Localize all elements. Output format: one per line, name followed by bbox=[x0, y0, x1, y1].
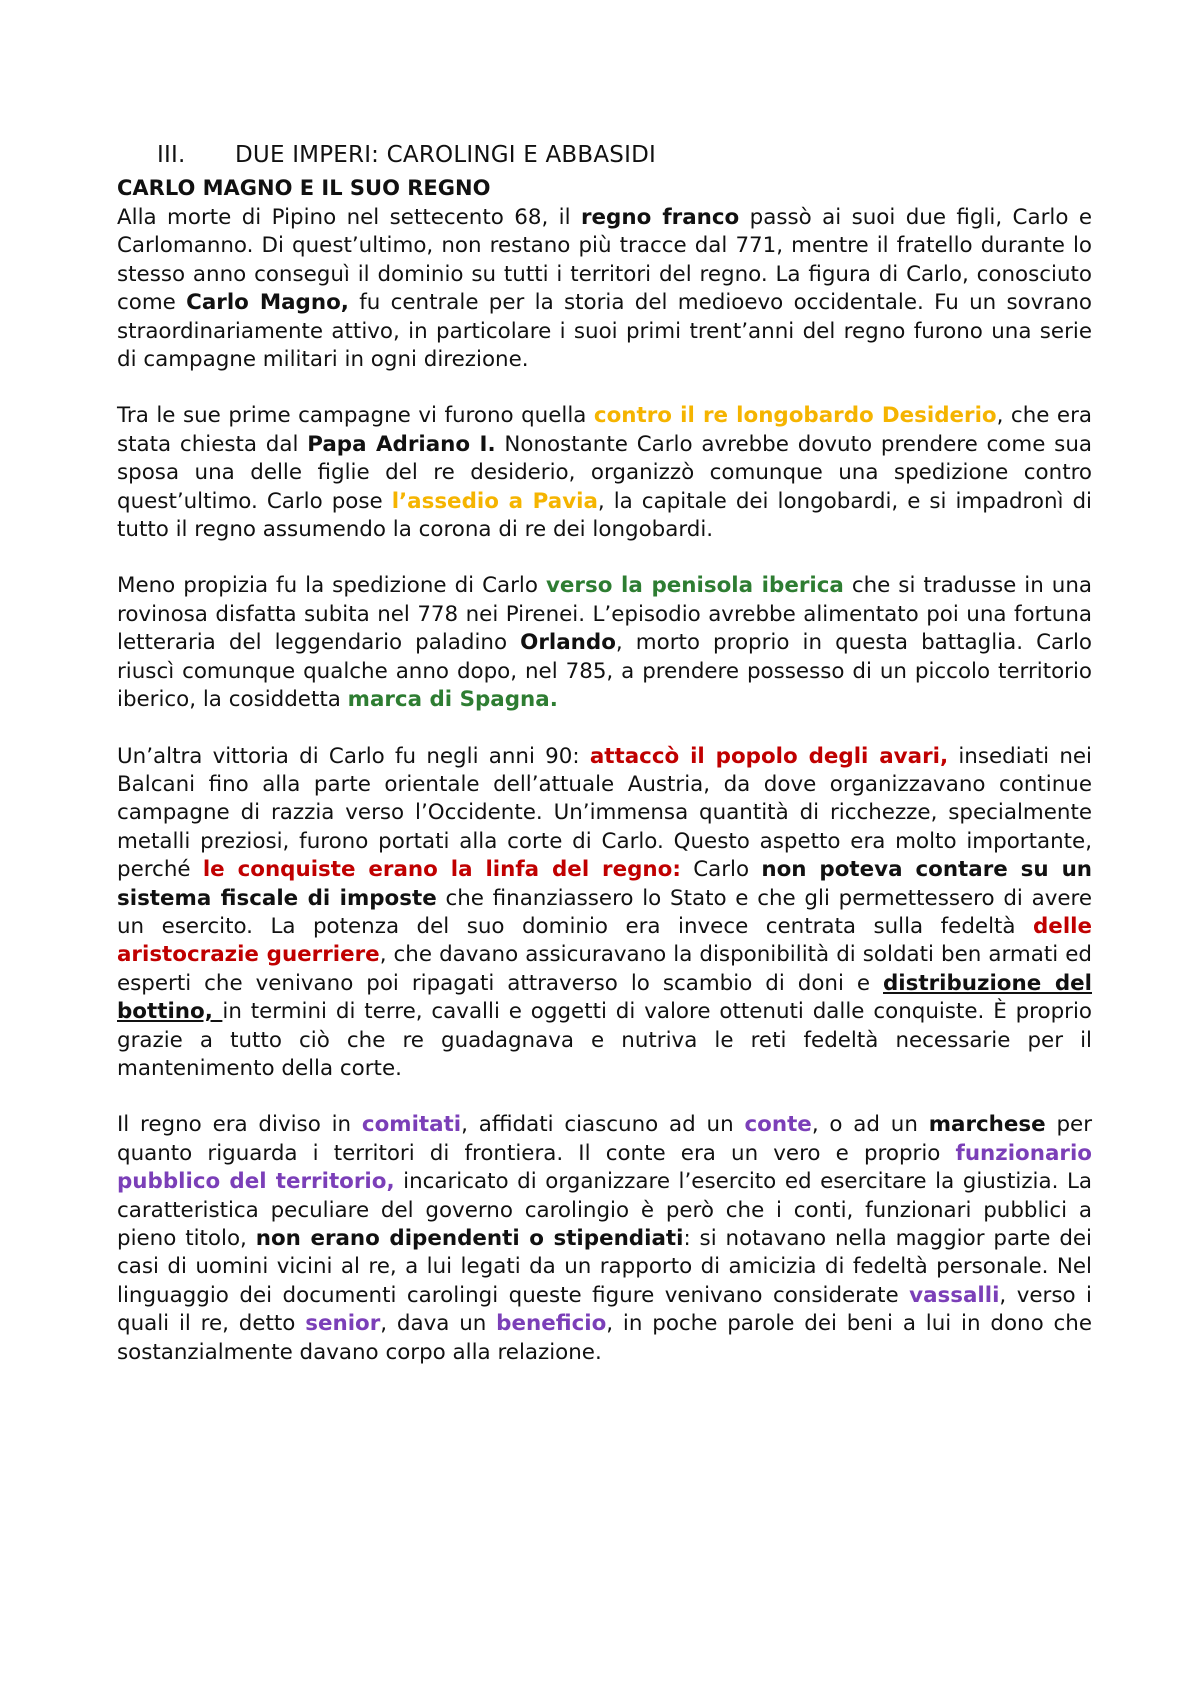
text: Carlo bbox=[680, 857, 762, 883]
highlight-purple: comitati bbox=[361, 1112, 462, 1138]
paragraph-2 bbox=[117, 402, 1092, 544]
highlight-yellow: l’assedio a Pavia bbox=[391, 488, 598, 514]
text: Alla morte di Pipino nel settecento 68, il bbox=[117, 205, 581, 230]
highlight-red: le conquiste erano la linfa del regno: bbox=[202, 857, 681, 883]
bold-text: Orlando bbox=[520, 630, 616, 656]
chapter-heading bbox=[157, 142, 1092, 168]
bold-text: Papa Adriano I. bbox=[307, 431, 496, 457]
chapter-title: DUE IMPERI: CAROLINGI E ABBASIDI bbox=[235, 142, 656, 168]
text: che si tradusse in una rovinosa disfatta subita nel 778 nei Pirenei. L’episodio avrebbe alimentato poi una fortuna letteraria del leggendario paladino bbox=[117, 573, 1092, 656]
document-page bbox=[117, 142, 1092, 1395]
highlight-red: attaccò il popolo degli avari, bbox=[589, 743, 949, 769]
text: , la capitale dei longobardi, e si impadronì di tutto il regno assumendo la corona di re dei longobardi. bbox=[117, 488, 1092, 543]
bold-text: non erano dipendenti o stipendiati bbox=[255, 1226, 684, 1251]
highlight-red: delle aristocrazie guerriere bbox=[117, 913, 1092, 968]
text: insediati nei Balcani fino alla parte orientale dell’attuale Austria, da dove organizzavano continue campagne di razzia verso l’Occidente. Un’immensa quantità di ricchezze, specialmente metalli preziosi, furono portati alla corte di Carlo. Questo aspetto era molto importante, perché bbox=[117, 743, 1092, 883]
highlight-purple: conte bbox=[744, 1112, 812, 1138]
paragraph-5 bbox=[117, 1111, 1092, 1367]
text: : si notavano nella maggior parte dei casi di uomini vicini al re, a lui legati da un rapporto di amicizia di fedeltà personale. Nel linguaggio dei documenti carolingi queste figure venivano considerate bbox=[117, 1226, 1092, 1308]
paragraph-4 bbox=[117, 743, 1092, 1084]
section-title: CARLO MAGNO E IL SUO REGNO bbox=[117, 176, 491, 200]
highlight-purple: beneficio bbox=[496, 1311, 607, 1337]
text: , o ad un bbox=[811, 1112, 929, 1138]
text: incaricato di organizzare l’esercito ed esercitare la giustizia. La caratteristica peculiare del governo carolingio è però che i conti, funzionari pubblici a pieno titolo, bbox=[117, 1169, 1092, 1251]
bold-text: non poteva contare su un sistema fiscale di imposte bbox=[117, 857, 1093, 911]
text: , affidati ciascuno ad un bbox=[461, 1112, 745, 1138]
text: Nonostante Carlo avrebbe dovuto prendere come sua sposa una delle figlie del re desiderio, organizzò comunque una spedizione contro quest’ultimo. Carlo pose bbox=[117, 431, 1092, 514]
highlight-green: verso la penisola iberica bbox=[545, 573, 844, 599]
text: Meno propizia fu la spedizione di Carlo bbox=[117, 573, 546, 599]
chapter-number: III. bbox=[157, 142, 186, 168]
text: , che davano assicuravano la disponibilità di soldati ben armati ed esperti che venivano poi ripagati attraverso lo scambio di doni e bbox=[117, 942, 1093, 996]
text: Un’altra vittoria di Carlo fu negli anni 90: bbox=[117, 743, 590, 769]
text: in termini di terre, cavalli e oggetti di valore ottenuti dalle conquiste. È proprio grazie a tutto ciò che re guadagnava e nutriva le reti fedeltà necessarie per il mantenimento della corte. bbox=[117, 999, 1092, 1081]
bold-text: marchese bbox=[928, 1112, 1046, 1138]
text: , verso i quali il re, detto bbox=[117, 1282, 1093, 1337]
underlined-bold-text: distribuzione del bottino, bbox=[117, 970, 1092, 1025]
paragraph-1 bbox=[117, 204, 1092, 374]
text: passò ai suoi due figli, Carlo e Carlomanno. Di quest’ultimo, non restano più tracce dal 771, mentre il fratello durante lo stesso anno conseguì il dominio su tutti i territori del regno. La figura di Carlo, conosciuto come bbox=[117, 205, 1092, 316]
paragraph-3 bbox=[117, 572, 1092, 714]
bold-text: regno franco bbox=[580, 205, 740, 230]
highlight-purple: vassalli bbox=[909, 1282, 1000, 1308]
text: , che era stata chiesta dal bbox=[117, 403, 1092, 457]
text: , morto proprio in questa battaglia. Carlo riuscì comunque qualche anno dopo, nel 785, a prendere possesso di un piccolo territorio iberico, la cosiddetta bbox=[117, 630, 1092, 713]
text: fu centrale per la storia del medioevo occidentale. Fu un sovrano straordinariamente attivo, in particolare i suoi primi trent’anni del regno furono una serie di campagne militari in ogni direzione. bbox=[117, 290, 1092, 373]
text: , dava un bbox=[380, 1311, 497, 1337]
highlight-green: marca di Spagna. bbox=[347, 687, 558, 713]
highlight-purple: senior bbox=[305, 1311, 381, 1337]
text: Il regno era diviso in bbox=[117, 1112, 362, 1138]
bold-text: Carlo Magno, bbox=[186, 290, 349, 316]
text: , in poche parole dei beni a lui in dono che sostanzialmente davano corpo alla relazione. bbox=[117, 1311, 1092, 1365]
text: per quanto riguarda i territori di frontiera. Il conte era un vero e proprio bbox=[117, 1112, 1092, 1166]
text: Tra le sue prime campagne vi furono quella bbox=[117, 403, 594, 429]
highlight-purple: funzionario pubblico del territorio, bbox=[117, 1140, 1092, 1195]
highlight-yellow: contro il re longobardo Desiderio bbox=[593, 403, 997, 429]
text: che finanziassero lo Stato e che gli permettessero di avere un esercito. La potenza del suo dominio era invece centrata sulla fedeltà bbox=[117, 885, 1092, 939]
